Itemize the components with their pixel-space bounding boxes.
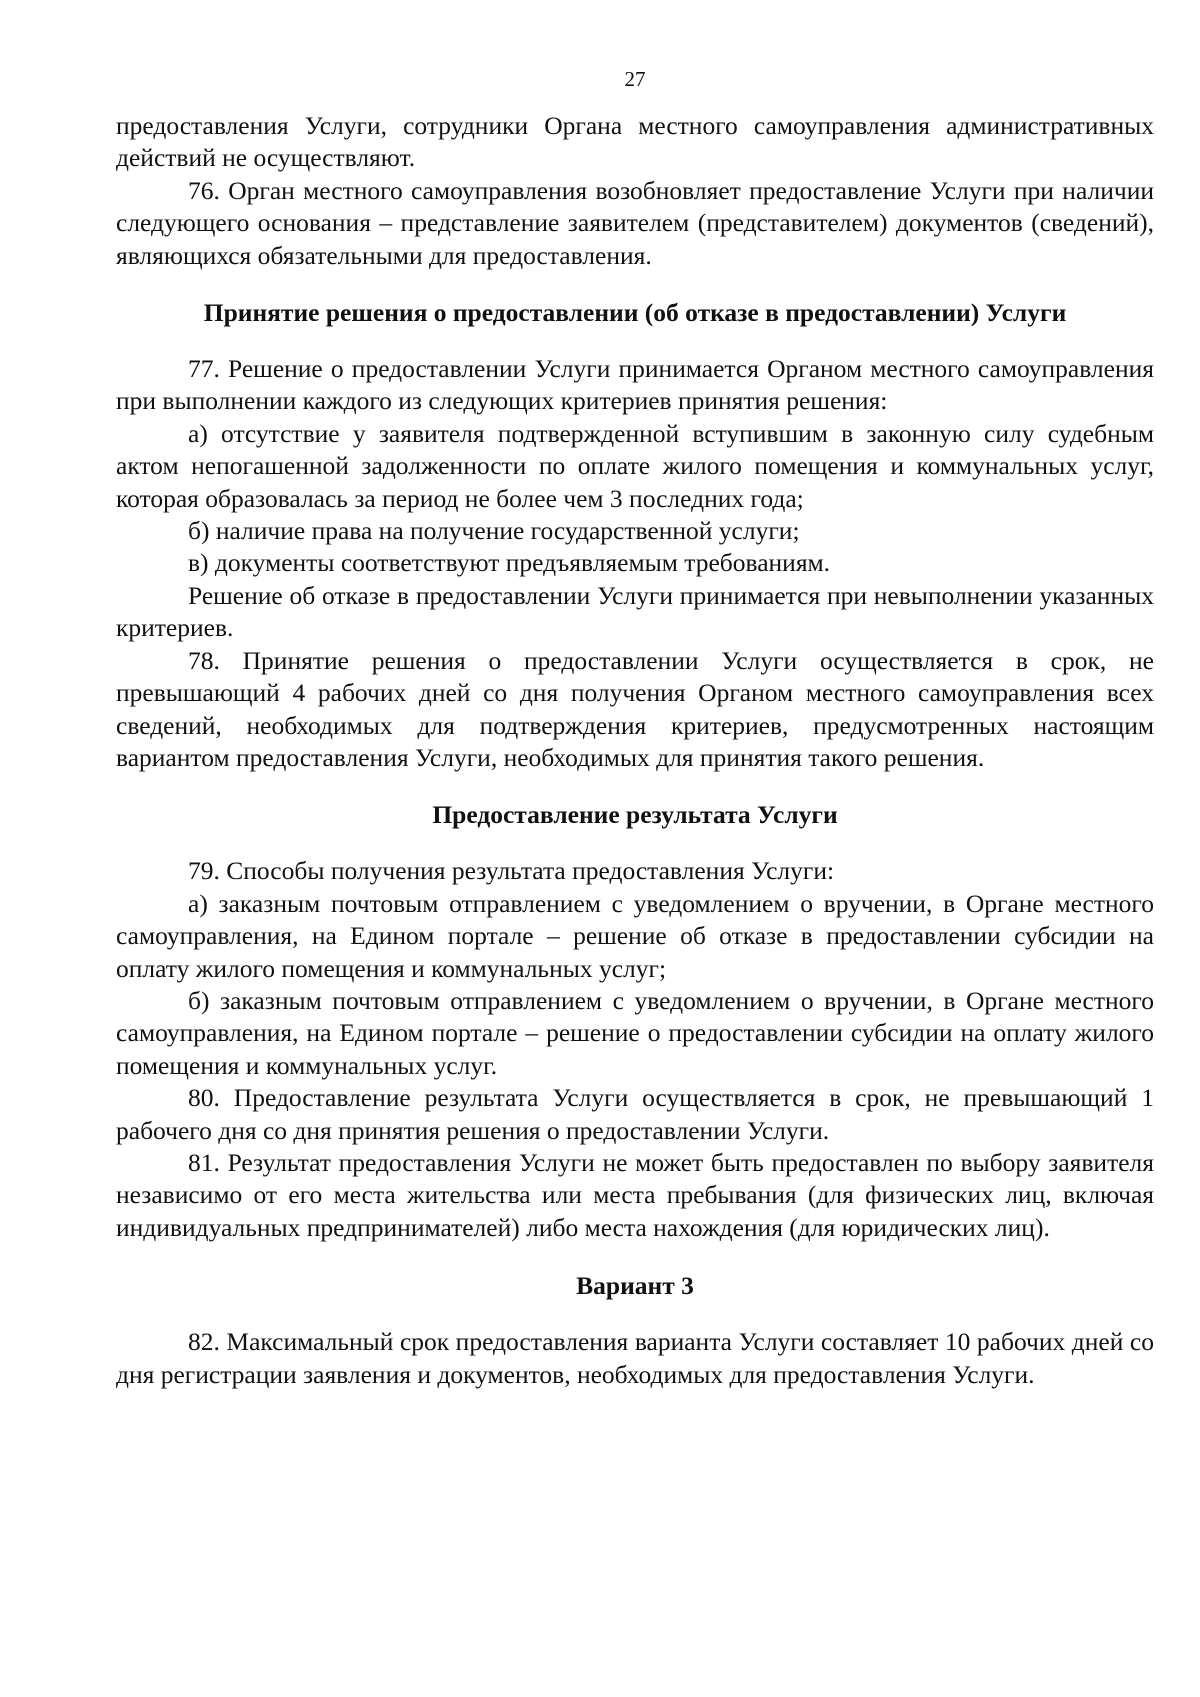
paragraph-continuation: предоставления Услуги, сотрудники Органа местного самоуправления административных действий не осуществляют.	[116, 111, 1154, 173]
paragraph-77-refusal: Решение об отказе в предоставлении Услуги принимается при невыполнении указанных критериев.	[116, 580, 1154, 643]
paragraph-77-a: а) отсутствие у заявителя подтвержденной вступившим в законную силу судебным актом непогашенной задолженности по оплате жилого помещения и коммунальных услуг, которая образовалась за период не более чем 3 последних года;	[116, 418, 1154, 513]
paragraph-77-v: в) документы соответствуют предъявляемым требованиям.	[188, 548, 831, 578]
paragraph-76: 76. Орган местного самоуправления возобновляет предоставление Услуги при наличии следующего основания – представление заявителем (представителем) документов (сведений), являющихся обязательными для предоставления.	[116, 175, 1154, 270]
section-heading-variant-3: Вариант 3	[576, 1271, 694, 1301]
paragraph-77: 77. Решение о предоставлении Услуги принимается Органом местного самоуправления при выполнении каждого из следующих критериев принятия решения:	[116, 354, 1154, 416]
paragraph-80: 80. Предоставление результата Услуги осуществляется в срок, не превышающий 1 рабочего дня со дня принятия решения о предоставлении Услуги.	[116, 1083, 1154, 1145]
page-number: 27	[624, 67, 646, 91]
section-heading-decision: Принятие решения о предоставлении (об отказе в предоставлении) Услуги	[203, 298, 1067, 328]
paragraph-79-a: а) заказным почтовым отправлением с уведомлением о вручении, в Органе местного самоуправления, на Едином портале – решение об отказе в предоставлении субсидии на оплату жилого помещения и коммунальных услуг;	[116, 888, 1154, 983]
paragraph-81: 81. Результат предоставления Услуги не может быть предоставлен по выбору заявителя независимо от его места жительства или места пребывания (для физических лиц, включая индивидуальных предпринимателей) либо места нахождения (для юридических лиц).	[116, 1147, 1154, 1242]
paragraph-82: 82. Максимальный срок предоставления варианта Услуги составляет 10 рабочих дней со дня регистрации заявления и документов, необходимых для предоставления Услуги.	[116, 1327, 1154, 1389]
paragraph-78: 78. Принятие решения о предоставлении Услуги осуществляется в срок, не превышающий 4 рабочих дней со дня получения Органом местного самоуправления всех сведений, необходимых для подтверждения критериев, предусмотренных настоящим вариантом предоставления Услуги, необходимых для принятия такого решения.	[116, 645, 1154, 772]
paragraph-77-b: б) наличие права на получение государственной услуги;	[188, 516, 800, 546]
paragraph-79-b: б) заказным почтовым отправлением с уведомлением о вручении, в Органе местного самоуправления, на Едином портале – решение о предоставлении субсидии на оплату жилого помещения и коммунальных услуг.	[116, 985, 1154, 1080]
paragraph-79: 79. Способы получения результата предоставления Услуги:	[188, 856, 835, 886]
section-heading-result: Предоставление результата Услуги	[432, 800, 838, 830]
